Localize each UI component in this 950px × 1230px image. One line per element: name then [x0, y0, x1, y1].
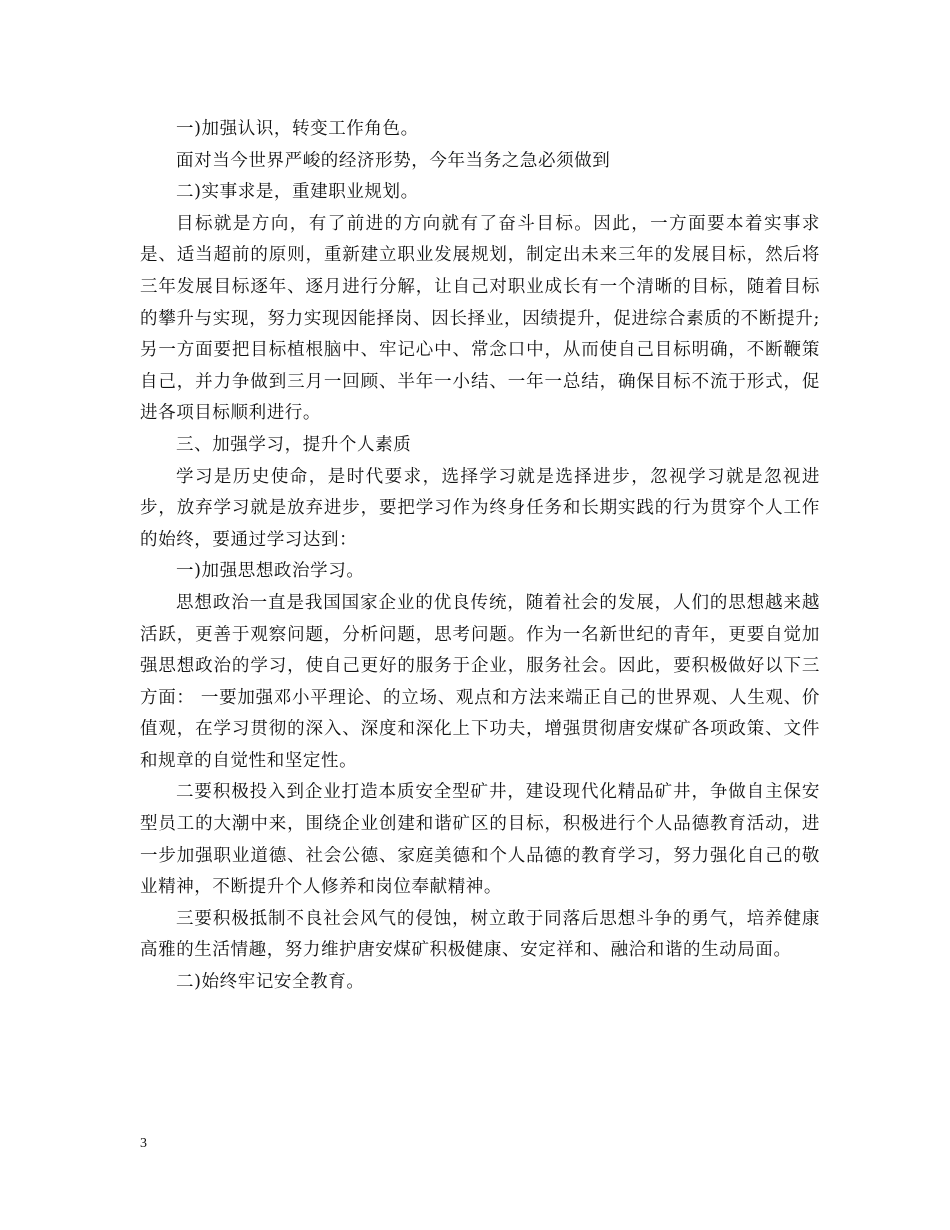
- page-number: 3: [140, 1136, 147, 1151]
- paragraph: 面对当今世界严峻的经济形势，今年当务之急必须做到: [176, 150, 611, 171]
- paragraph: 二)实事求是，重建职业规划。: [176, 182, 419, 203]
- document-body: [140, 114, 820, 999]
- paragraph: 目标就是方向，有了前进的方向就有了奋斗目标。因此，一方面要本着实事求是、适当超前的原则，重新建立职业发展规划，制定出未来三年的发展目标，然后将三年发展目标逐年、逐月进行分解，让自己对职业成长有一个清晰的目标，随着目标的攀升与实现，努力实现因能择岗、因长择业，因绩提升，促进综合素质的不断提升;另一方面要把目标植根脑中、牢记心中、常念口中，从而使自己目标明确，不断鞭策自己，并力争做到三月一回顾、半年一小结、一年一总结，确保目标不流于形式，促进各项目标顺利进行。: [140, 213, 820, 424]
- section-heading: 三、加强学习，提升个人素质: [176, 434, 412, 455]
- paragraph: 一)加强认识，转变工作角色。: [176, 119, 419, 139]
- paragraph: 思想政治一直是我国国家企业的优良传统，随着社会的发展，人们的思想越来越活跃，更善于观察问题，分析问题，思考问题。作为一名新世纪的青年，更要自觉加强思想政治的学习，使自己更好的服务于企业，服务社会。因此，要积极做好以下三方面： 一要加强邓小平理论、的立场、观点和方法来端正自己的世界观、人生观、价值观，在学习贯彻的深入、深度和深化上下功夫，增强贯彻唐安煤矿各项政策、文件和规章的自觉性和坚定性。: [140, 592, 820, 771]
- paragraph: 一)加强思想政治学习。: [176, 561, 365, 582]
- paragraph: 二要积极投入到企业打造本质安全型矿井，建设现代化精品矿井，争做自主保安型员工的大潮中来，围绕企业创建和谐矿区的目标，积极进行个人品德教育活动，进一步加强职业道德、社会公德、家庭美德和个人品德的教育学习，努力强化自己的敬业精神，不断提升个人修养和岗位奉献精神。: [140, 782, 820, 898]
- paragraph: 三要积极抵制不良社会风气的侵蚀，树立敢于同落后思想斗争的勇气，培养健康高雅的生活情趣，努力维护唐安煤矿积极健康、安定祥和、融洽和谐的生动局面。: [140, 908, 820, 961]
- paragraph: 学习是历史使命，是时代要求，选择学习就是选择进步，忽视学习就是忽视进步，放弃学习就是放弃进步，要把学习作为终身任务和长期实践的行为贯穿个人工作的始终，要通过学习达到：: [140, 466, 820, 550]
- paragraph: 二)始终牢记安全教育。: [176, 972, 365, 993]
